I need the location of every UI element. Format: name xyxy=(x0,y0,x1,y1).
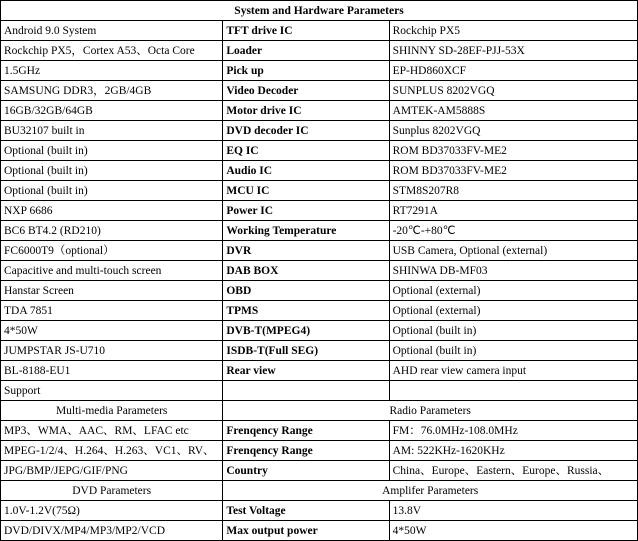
cell-right: AM: 522KHz-1620KHz xyxy=(389,441,637,461)
table-row xyxy=(1,301,638,321)
section-header-multimedia xyxy=(1,401,638,421)
cell-right: 13.8V xyxy=(389,501,637,521)
cell-right: Optional (external) xyxy=(389,301,637,321)
table-title-row xyxy=(1,1,638,21)
cell-right: -20℃-+80℃ xyxy=(389,221,637,241)
cell-left: MP3、WMA、AAC、RM、LFAC etc xyxy=(1,421,223,441)
table-row xyxy=(1,421,638,441)
cell-right: SHINNY SD-28EF-PJJ-53X xyxy=(389,41,637,61)
cell-right: USB Camera, Optional (external) xyxy=(389,241,637,261)
cell-label: Frenqency Range xyxy=(223,441,389,461)
cell-left: 16GB/32GB/64GB xyxy=(1,101,223,121)
table-row xyxy=(1,121,638,141)
cell-label: MCU IC xyxy=(223,181,389,201)
table-row xyxy=(1,21,638,41)
cell-left: BU32107 built in xyxy=(1,121,223,141)
cell-label: DVR xyxy=(223,241,389,261)
table-row xyxy=(1,161,638,181)
section-title-radio: Radio Parameters xyxy=(223,401,638,421)
section-title-multimedia: Multi-media Parameters xyxy=(1,401,223,421)
cell-left: Optional (built in) xyxy=(1,161,223,181)
cell-right: China、Europe、Eastern、Europe、Russia、 xyxy=(389,461,637,481)
cell-label: Test Voltage xyxy=(223,501,389,521)
page-title: System and Hardware Parameters xyxy=(1,1,638,21)
table-row xyxy=(1,181,638,201)
cell-label: DAB BOX xyxy=(223,261,389,281)
table-row xyxy=(1,321,638,341)
cell-label: ISDB-T(Full SEG) xyxy=(223,341,389,361)
cell-left: JPG/BMP/JEPG/GIF/PNG xyxy=(1,461,223,481)
table-row xyxy=(1,501,638,521)
section-title-dvd: DVD Parameters xyxy=(1,481,223,501)
table-row xyxy=(1,361,638,381)
cell-right: SUNPLUS 8202VGQ xyxy=(389,81,637,101)
cell-left: BL-8188-EU1 xyxy=(1,361,223,381)
cell-right: Sunplus 8202VGQ xyxy=(389,121,637,141)
cell-label: OBD xyxy=(223,281,389,301)
cell-left: Optional (built in) xyxy=(1,141,223,161)
cell-label: Frenqency Range xyxy=(223,421,389,441)
spec-table-body xyxy=(1,1,638,541)
table-row xyxy=(1,221,638,241)
cell-label xyxy=(223,381,389,401)
cell-right: FM：76.0MHz-108.0MHz xyxy=(389,421,637,441)
cell-right: ROM BD37033FV-ME2 xyxy=(389,161,637,181)
cell-right: 4*50W xyxy=(389,521,637,541)
cell-right xyxy=(389,381,637,401)
cell-label: Working Temperature xyxy=(223,221,389,241)
cell-left: Optional (built in) xyxy=(1,181,223,201)
cell-label: Max output power xyxy=(223,521,389,541)
table-row xyxy=(1,201,638,221)
cell-left: 1.5GHz xyxy=(1,61,223,81)
cell-label: EQ IC xyxy=(223,141,389,161)
cell-right: Rockchip PX5 xyxy=(389,21,637,41)
table-row xyxy=(1,101,638,121)
cell-label: Rear view xyxy=(223,361,389,381)
cell-label: Motor drive IC xyxy=(223,101,389,121)
cell-label: TFT drive IC xyxy=(223,21,389,41)
cell-right: STM8S207R8 xyxy=(389,181,637,201)
cell-left: Android 9.0 System xyxy=(1,21,223,41)
table-row xyxy=(1,281,638,301)
cell-label: Power IC xyxy=(223,201,389,221)
cell-left: DVD/DIVX/MP4/MP3/MP2/VCD xyxy=(1,521,223,541)
cell-left: NXP 6686 xyxy=(1,201,223,221)
cell-left: Support xyxy=(1,381,223,401)
cell-left: TDA 7851 xyxy=(1,301,223,321)
table-row xyxy=(1,381,638,401)
table-row xyxy=(1,441,638,461)
table-row xyxy=(1,81,638,101)
cell-right: AMTEK-AM5888S xyxy=(389,101,637,121)
cell-right: Optional (built in) xyxy=(389,341,637,361)
table-row xyxy=(1,241,638,261)
cell-right: AHD rear view camera input xyxy=(389,361,637,381)
cell-left: FC6000T9（optional） xyxy=(1,241,223,261)
cell-label: Loader xyxy=(223,41,389,61)
cell-right: ROM BD37033FV-ME2 xyxy=(389,141,637,161)
cell-right: EP-HD860XCF xyxy=(389,61,637,81)
table-row xyxy=(1,461,638,481)
cell-label: DVD decoder IC xyxy=(223,121,389,141)
cell-label: Video Decoder xyxy=(223,81,389,101)
table-row xyxy=(1,141,638,161)
cell-left: 4*50W xyxy=(1,321,223,341)
section-header-dvd xyxy=(1,481,638,501)
cell-label: DVB-T(MPEG4) xyxy=(223,321,389,341)
cell-right: RT7291A xyxy=(389,201,637,221)
table-row xyxy=(1,261,638,281)
cell-right: Optional (built in) xyxy=(389,321,637,341)
cell-label: Pick up xyxy=(223,61,389,81)
cell-left: Hanstar Screen xyxy=(1,281,223,301)
table-row xyxy=(1,341,638,361)
table-row xyxy=(1,61,638,81)
cell-left: Capacitive and multi-touch screen xyxy=(1,261,223,281)
section-title-amplifier: Amplifer Parameters xyxy=(223,481,638,501)
cell-left: MPEG-1/2/4、H.264、H.263、VC1、RV、 xyxy=(1,441,223,461)
table-row xyxy=(1,521,638,541)
cell-label: Country xyxy=(223,461,389,481)
cell-left: JUMPSTAR JS-U710 xyxy=(1,341,223,361)
cell-right: Optional (external) xyxy=(389,281,637,301)
table-row xyxy=(1,41,638,61)
cell-left: 1.0V-1.2V(75Ω) xyxy=(1,501,223,521)
cell-label: TPMS xyxy=(223,301,389,321)
cell-label: Audio IC xyxy=(223,161,389,181)
cell-left: BC6 BT4.2 (RD210) xyxy=(1,221,223,241)
cell-right: SHINWA DB-MF03 xyxy=(389,261,637,281)
cell-left: SAMSUNG DDR3，2GB/4GB xyxy=(1,81,223,101)
cell-left: Rockchip PX5，Cortex A53、Octa Core xyxy=(1,41,223,61)
